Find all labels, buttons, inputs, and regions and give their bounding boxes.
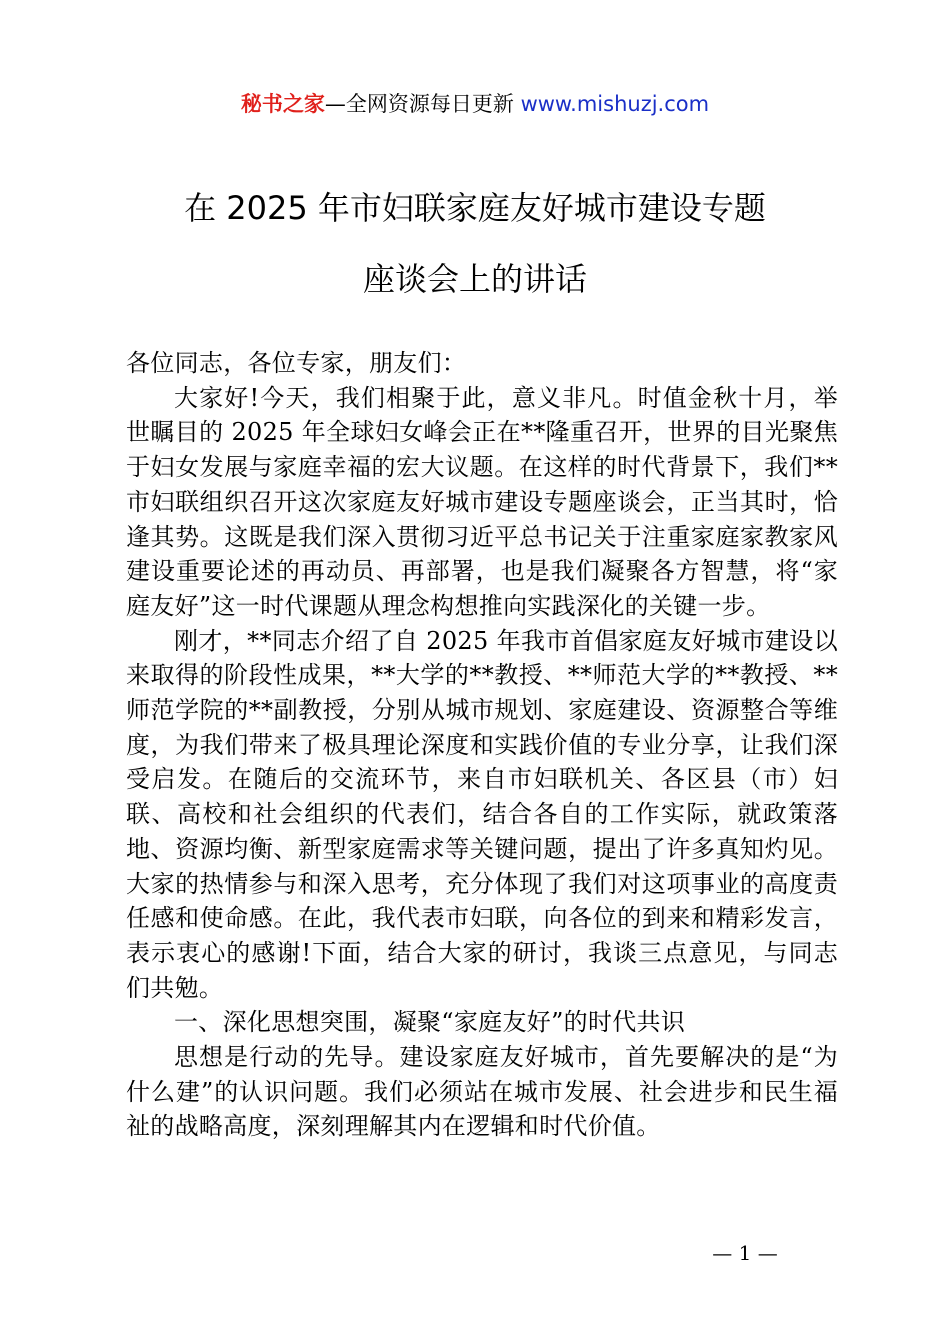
salutation: 各位同志，各位专家，朋友们： <box>126 349 467 377</box>
body-paragraph-1: 大家好!今天，我们相聚于此，意义非凡。时值金秋十月，举世瞩目的 2025 年全球妇女峰会正在**隆重召开，世界的目光聚焦于妇女发展与家庭幸福的宏大议题。在这样的时代背景下，我们**市妇联组织召开这次家庭友好城市建设专题座谈会，正当其时，恰逢其势。这既是我们深入贯彻习近平总书记关于注重家庭家教家风建设重要论述的再动员、再部署，也是我们凝聚各方智慧，将“家庭友好”这一时代课题从理念构想推向实践深化的关键一步。 <box>126 383 838 620</box>
document-title-line-2: 座谈会上的讲话 <box>362 260 587 298</box>
body-paragraph-3: 思想是行动的先导。建设家庭友好城市，首先要解决的是“为什么建”的认识问题。我们必须站在城市发展、社会进步和民生福祉的战略高度，深刻理解其内在逻辑和时代价值。 <box>126 1043 838 1141</box>
site-header-banner <box>0 88 950 120</box>
document-body <box>126 346 838 1144</box>
section-heading-1: 一、深化思想突围，凝聚“家庭友好”的时代共识 <box>174 1008 686 1037</box>
site-url-link[interactable]: www.mishuzj.com <box>520 92 710 116</box>
document-title-line-1: 在 2025 年市妇联家庭友好城市建设专题 <box>184 189 766 227</box>
site-brand-name: 秘书之家 <box>240 92 325 116</box>
site-tagline: —全网资源每日更新 <box>324 92 514 116</box>
page-number: — 1 — <box>712 1241 778 1265</box>
body-paragraph-2: 刚才，**同志介绍了自 2025 年我市首倡家庭友好城市建设以来取得的阶段性成果，**大学的**教授、**师范大学的**教授、**师范学院的**副教授，分别从城市规划、家庭建设、资源整合等维度，为我们带来了极具理论深度和实践价值的专业分享，让我们深受启发。在随后的交流环节，来自市妇联机关、各区县（市）妇联、高校和社会组织的代表们，结合各自的工作实际，就政策落地、资源均衡、新型家庭需求等关键问题，提出了许多真知灼见。大家的热情参与和深入思考，充分体现了我们对这项事业的高度责任感和使命感。在此，我代表市妇联，向各位的到来和精彩发言，表示衷心的感谢!下面，结合大家的研讨，我谈三点意见，与同志们共勉。 <box>126 626 838 1002</box>
